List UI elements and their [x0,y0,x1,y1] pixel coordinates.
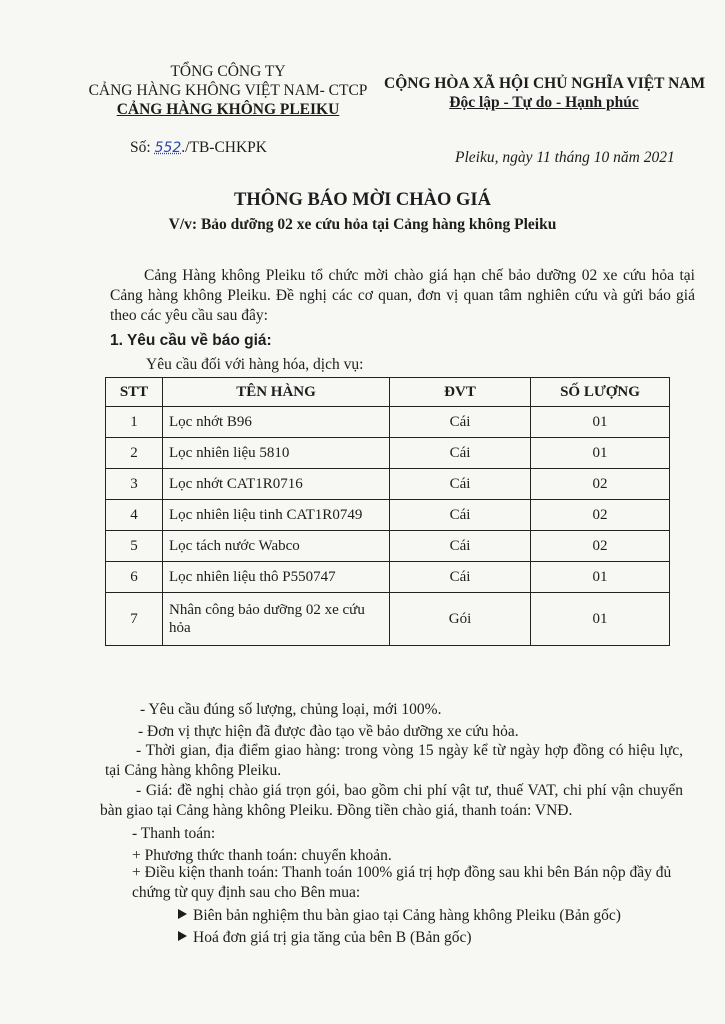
cell-stt: 1 [106,407,163,438]
cell-stt: 2 [106,438,163,469]
org-line-2: CẢNG HÀNG KHÔNG VIỆT NAM- CTCP [88,82,368,99]
cell-qty: 01 [531,438,670,469]
org-line-1: TỔNG CÔNG TY [170,63,286,80]
document-number-suffix: ./TB-CHKPK [181,139,267,156]
cell-unit: Cái [390,531,531,562]
cell-name: Lọc nhiên liệu 5810 [163,438,390,469]
cell-unit: Gói [390,593,531,646]
cell-qty: 02 [531,500,670,531]
document-number-handwritten: 552 [154,140,182,156]
cell-unit: Cái [390,469,531,500]
cell-stt: 5 [106,531,163,562]
condition-delivery: - Thời gian, địa điểm giao hàng: trong vòng 15 ngày kể từ ngày hợp đồng có hiệu lực, tại Cảng hàng không Pleiku. [105,742,683,779]
cell-qty: 02 [531,469,670,500]
document-subtitle: V/v: Bảo dưỡng 02 xe cứu hỏa tại Cảng hàng không Pleiku [168,216,557,233]
cell-unit: Cái [390,438,531,469]
requirement-intro: Yêu cầu đối với hàng hóa, dịch vụ: [146,356,364,373]
cell-qty: 01 [531,593,670,646]
document-title: THÔNG BÁO MỜI CHÀO GIÁ [234,190,491,210]
payment-document-2-text: Hoá đơn giá trị gia tăng của bên B (Bản gốc) [193,929,472,946]
goods-table [105,377,670,646]
table-row [106,593,670,646]
payment-document-1-text: Biên bản nghiệm thu bàn giao tại Cảng hàng không Pleiku (Bản gốc) [193,907,621,924]
cell-name: Nhân công bảo dưỡng 02 xe cứu hỏa [163,593,390,646]
table-row [106,438,670,469]
cell-qty: 01 [531,562,670,593]
nation-motto: Độc lập - Tự do - Hạnh phúc [449,94,639,111]
table-header-row [106,378,670,407]
cell-unit: Cái [390,407,531,438]
payment-document-2 [178,928,472,948]
arrow-bullet-icon [178,909,187,919]
cell-stt: 6 [106,562,163,593]
table-row [106,562,670,593]
condition-training: - Đơn vị thực hiện đã được đào tạo về bảo dưỡng xe cứu hỏa. [138,723,519,740]
nation-name: CỘNG HÒA XÃ HỘI CHỦ NGHĨA VIỆT NAM [384,75,706,92]
cell-stt: 4 [106,500,163,531]
cell-unit: Cái [390,500,531,531]
section-heading-1: 1. Yêu cầu về báo giá: [110,332,272,349]
document-number-label: Số: [130,139,151,156]
cell-qty: 01 [531,407,670,438]
condition-payment: - Thanh toán: [132,825,216,842]
cell-name: Lọc nhớt B96 [163,407,390,438]
condition-price: - Giá: đề nghị chào giá trọn gói, bao gồm chi phí vật tư, thuế VAT, chi phí vận chuyển bàn giao tại Cảng hàng không Pleiku. Đồng tiền chào giá, thanh toán: VNĐ. [100,782,683,819]
header-qty: SỐ LƯỢNG [531,378,670,407]
cell-name: Lọc nhớt CAT1R0716 [163,469,390,500]
org-line-3: CẢNG HÀNG KHÔNG PLEIKU [116,101,340,118]
cell-name: Lọc nhiên liệu tinh CAT1R0749 [163,500,390,531]
cell-unit: Cái [390,562,531,593]
cell-name: Lọc nhiên liệu thô P550747 [163,562,390,593]
condition-payment-method: + Phương thức thanh toán: chuyển khoản. [132,847,392,864]
header-name: TÊN HÀNG [163,378,390,407]
document-date: Pleiku, ngày 11 tháng 10 năm 2021 [455,149,675,166]
table-row [106,469,670,500]
payment-document-1 [178,906,621,926]
cell-qty: 02 [531,531,670,562]
nation-header [384,74,704,112]
condition-payment-terms: + Điều kiện thanh toán: Thanh toán 100% giá trị hợp đồng sau khi bên Bán nộp đầy đủ chứng từ quy định sau cho Bên mua: [132,864,672,901]
arrow-bullet-icon [178,931,187,941]
table-row [106,500,670,531]
header-unit: ĐVT [390,378,531,407]
intro-paragraph: Cảng Hàng không Pleiku tổ chức mời chào giá hạn chế bảo dưỡng 02 xe cứu hỏa tại Cảng hàng không Pleiku. Đề nghị các cơ quan, đơn vị quan tâm nghiên cứu và gửi báo giá theo các yêu cầu sau đây: [110,267,695,324]
cell-name: Lọc tách nước Wabco [163,531,390,562]
cell-stt: 7 [106,593,163,646]
document-number [130,139,267,157]
table-row [106,407,670,438]
table-row [106,531,670,562]
cell-stt: 3 [106,469,163,500]
condition-quantity: - Yêu cầu đúng số lượng, chủng loại, mới 100%. [140,701,442,718]
organization-header [78,62,378,119]
header-stt: STT [106,378,163,407]
